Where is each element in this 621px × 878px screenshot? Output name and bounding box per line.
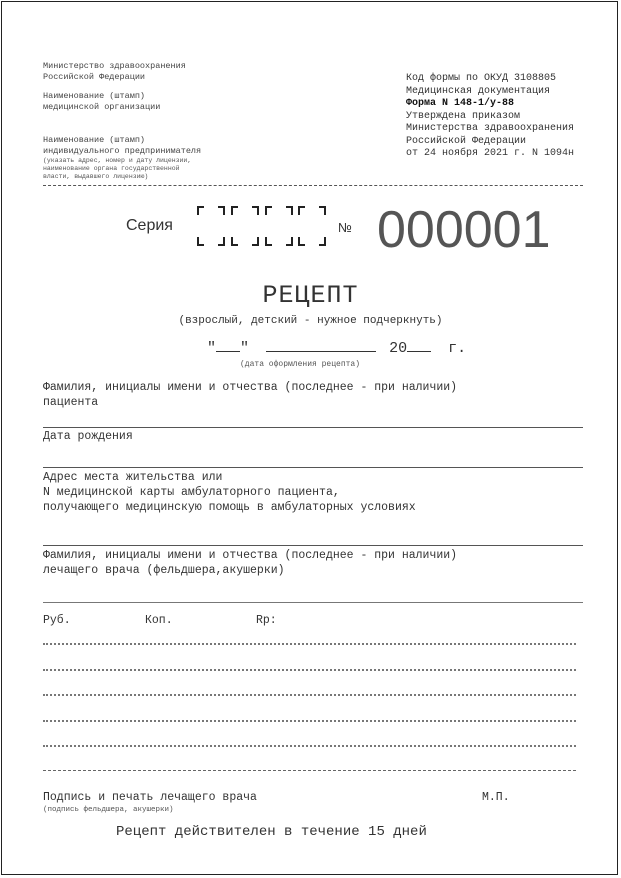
form-number: Форма N 148-1/у-88 [406,98,515,109]
header-separator [43,185,583,186]
rx-line-1[interactable] [43,643,576,645]
series-box-1[interactable] [197,206,225,246]
rx-end-separator [43,770,576,771]
day-field[interactable] [216,351,240,352]
doctor-name-field[interactable] [43,602,583,603]
rp-label: Rp: [256,614,277,627]
month-field[interactable] [266,351,376,352]
rx-line-5[interactable] [43,745,576,747]
birth-date-field[interactable] [43,467,583,468]
rx-line-4[interactable] [43,720,576,722]
birth-date-label: Дата рождения [43,430,133,443]
ip-stamp-label: Наименование (штамп) индивидуального предпринимателя [43,135,202,156]
rx-line-3[interactable] [43,694,576,696]
address-field[interactable] [43,545,583,546]
subtitle-age-type: (взрослый, детский - нужное подчеркнуть) [178,315,443,327]
series-box-3[interactable] [265,206,293,246]
form-header-right: Код формы по ОКУД 3108805 Медицинская документация Форма N 148-1/у-88 Утверждена приказом Министерства здравоохранения Российской Федерации от 24 ноября 2021 г. N 1094н [406,73,575,159]
number-sign: № [338,220,352,235]
patient-name-label: Фамилия, инициалы имени и отчества (последнее - при наличии) пациента [43,381,458,409]
med-doc-label: Медицинская документация [406,85,551,97]
issue-date-row: " " 20 г. [207,340,467,357]
kop-label: Коп. [145,614,173,627]
stamp-place-label: М.П. [482,791,510,804]
approved-label: Утверждена приказом [406,110,521,122]
series-label: Серия [126,217,173,234]
date-caption: (дата оформления рецепта) [240,360,361,369]
signature-label: Подпись и печать лечащего врача [43,791,257,804]
ip-license-note: (указать адрес, номер и дату лицензии, наименование органа государственной власти, выдавшего лицензию) [43,157,192,180]
ministry-label: Министерство здравоохранения Российской Федерации [43,61,186,82]
series-box-4[interactable] [298,206,326,246]
doctor-name-label: Фамилия, инициалы имени и отчества (последнее - при наличии) лечащего врача (фельдшера,акушерки) [43,549,458,577]
rx-line-2[interactable] [43,669,576,671]
year-field[interactable] [407,351,431,352]
series-box-2[interactable] [231,206,259,246]
prescription-number: 000001 [377,201,551,259]
page-title: РЕЦЕПТ [262,281,359,310]
okud-code: Код формы по ОКУД 3108805 [406,73,557,84]
patient-name-field[interactable] [43,427,583,428]
org-stamp-label: Наименование (штамп) медицинской организации [43,91,161,112]
order-date: от 24 ноября 2021 г. N 1094н [406,148,575,159]
signature-note: (подпись фельдшера, акушерки) [43,806,174,814]
address-label: Адрес места жительства или N медицинской карты амбулаторного пациента, получающего медицинскую помощь в амбулаторных условиях [43,471,416,514]
rub-label: Руб. [43,614,71,627]
validity-notice: Рецепт действителен в течение 15 дней [116,824,427,840]
